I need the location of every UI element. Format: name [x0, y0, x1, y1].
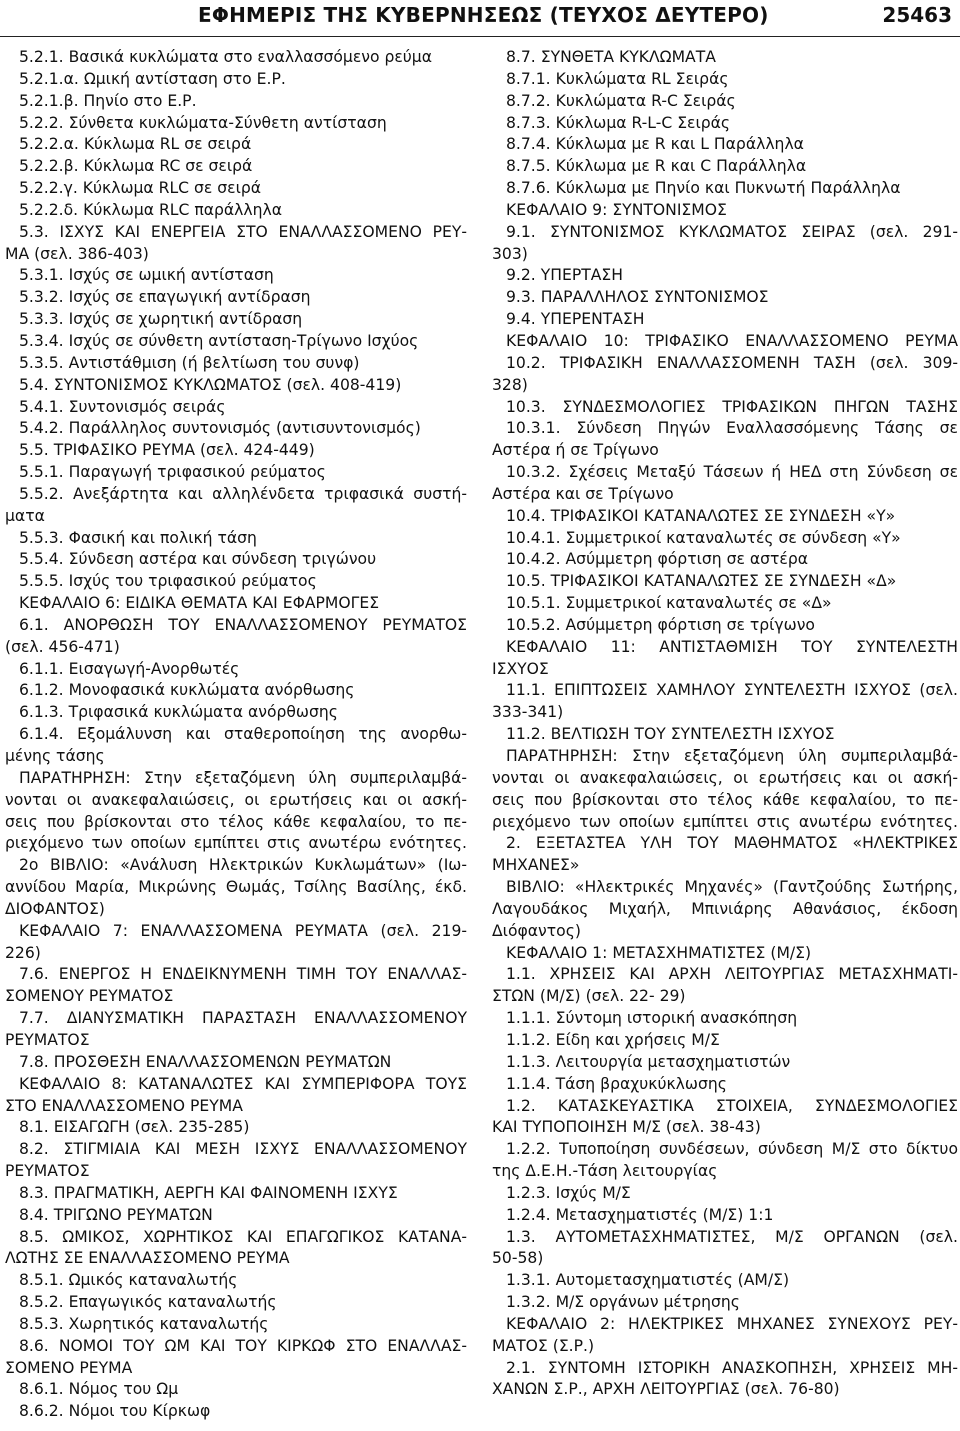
text-line: ΚΕΦΑΛΑΙΟ 1: ΜΕΤΑΣΧΗΜΑΤΙΣΤΕΣ (Μ/Σ) — [506, 943, 812, 962]
text-line: ΣΟΜΕΝΟ ΡΕΥΜΑ — [5, 1358, 133, 1377]
page-header — [0, 0, 960, 37]
text-line: 1.2.3. Ισχύς Μ/Σ — [506, 1183, 631, 1202]
text-line: 10.4.2. Ασύμμετρη φόρτιση σε αστέρα — [506, 550, 809, 569]
text-line: 5.3. ΙΣΧΥΣ ΚΑΙ ΕΝΕΡΓΕΙΑ ΣΤΟ ΕΝΑΛΛΑΣΣΟΜΕΝΟ ΡΕΥ- — [19, 222, 467, 241]
text-line: ΜΗΧΑΝΕΣ» — [492, 856, 580, 875]
text-line: 5.2.1.α. Ωμική αντίσταση στο Ε.Ρ. — [19, 69, 286, 88]
text-line: ΚΕΦΑΛΑΙΟ 7: ΕΝΑΛΛΑΣΣΟΜΕΝΑ ΡΕΥΜΑΤΑ (σελ. 219- — [19, 921, 467, 940]
text-line: 9.4. ΥΠΕΡΕΝΤΑΣΗ — [506, 310, 645, 329]
text-line: ματα — [5, 506, 45, 525]
left-column — [5, 47, 467, 1423]
text-line: 8.7.5. Κύκλωμα με R και C Παράλληλα — [506, 157, 807, 176]
text-line: Λαγουδάκος Μιχαήλ, Μπινιάρης Αθανάσιος, έκδοση — [492, 899, 958, 918]
text-line: 5.2.1.β. Πηνίο στο Ε.Ρ. — [19, 91, 197, 110]
text-line: 333-341) — [492, 703, 564, 722]
text-line: 5.2.2.γ. Κύκλωμα RLC σε σειρά — [19, 179, 262, 198]
text-line: 8.5. ΩΜΙΚΟΣ, ΧΩΡΗΤΙΚΟΣ ΚΑΙ ΕΠΑΓΩΓΙΚΟΣ ΚΑΤΑΝΑ- — [19, 1227, 467, 1246]
text-line: ΚΑΙ ΤΥΠΟΠΟΙΗΣΗ Μ/Σ (σελ. 38-43) — [492, 1118, 761, 1137]
text-line: ΚΕΦΑΛΑΙΟ 2: ΗΛΕΚΤΡΙΚΕΣ ΜΗΧΑΝΕΣ ΣΥΝΕΧΟΥΣ ΡΕΥ- — [506, 1314, 958, 1333]
text-line: 303) — [492, 244, 528, 263]
text-line: μένης τάσης — [5, 747, 105, 765]
text-line: 10.5.2. Ασύμμετρη φόρτιση σε τρίγωνο — [506, 615, 815, 634]
text-line: 8.4. ΤΡΙΓΩΝΟ ΡΕΥΜΑΤΩΝ — [19, 1205, 213, 1224]
text-line: 5.3.2. Ισχύς σε επαγωγική αντίδραση — [19, 288, 311, 307]
text-line: 328) — [492, 375, 528, 394]
text-line: αννίδου Μαρία, Μικρώνης Θωμάς, Τσίλης Βασίλης, έκδ. — [5, 878, 467, 897]
text-line: 7.8. ΠΡΟΣΘΕΣΗ ΕΝΑΛΛΑΣΣΟΜΕΝΩΝ ΡΕΥΜΑΤΩΝ — [19, 1052, 392, 1071]
text-line: 8.7. ΣΥΝΘΕΤΑ ΚΥΚΛΩΜΑΤΑ — [506, 48, 716, 66]
text-line: νονται οι ανακεφαλαιώσεις, οι ερωτήσεις και οι ασκή- — [5, 790, 467, 809]
text-line: 5.4.1. Συντονισμός σειράς — [19, 397, 226, 416]
text-line: 9.3. ΠΑΡΑΛΛΗΛΟΣ ΣΥΝΤΟΝΙΣΜΟΣ — [506, 288, 769, 307]
text-line: 8.1. ΕΙΣΑΓΩΓΗ (σελ. 235-285) — [19, 1118, 250, 1137]
text-line: 1.1.1. Σύντομη ιστορική ανασκόπηση — [506, 1009, 798, 1028]
text-line: ΣΟΜΕΝΟΥ ΡΕΥΜΑΤΟΣ — [5, 987, 174, 1006]
text-line: 226) — [5, 943, 41, 962]
text-line: 8.7.4. Κύκλωμα με R και L Παράλληλα — [506, 135, 804, 154]
text-line: 5.2.2.δ. Κύκλωμα RLC παράλληλα — [19, 200, 283, 219]
text-line: 5.2.2. Σύνθετα κυκλώματα-Σύνθετη αντίσταση — [19, 113, 387, 132]
text-line: 5.5.4. Σύνδεση αστέρα και σύνδεση τριγώνου — [19, 550, 377, 569]
text-line: 8.5.2. Επαγωγικός καταναλωτής — [19, 1293, 277, 1312]
text-line: ΠΑΡΑΤΗΡΗΣΗ: Στην εξεταζόμενη ύλη συμπεριλαμβά- — [506, 747, 958, 765]
text-line: 9.1. ΣΥΝΤΟΝΙΣΜΟΣ ΚΥΚΛΩΜΑΤΟΣ ΣΕΙΡΑΣ (σελ. 291- — [506, 222, 958, 241]
text-line: 1.1.3. Λειτουργία μετασχηματιστών — [506, 1052, 791, 1071]
text-line: 5.4. ΣΥΝΤΟΝΙΣΜΟΣ ΚΥΚΛΩΜΑΤΟΣ (σελ. 408-419) — [19, 375, 402, 394]
text-line: 10.3. ΣΥΝΔΕΣΜΟΛΟΓΙΕΣ ΤΡΙΦΑΣΙΚΩΝ ΠΗΓΩΝ ΤΑΣΗΣ — [506, 397, 958, 416]
text-line: 8.6. ΝΟΜΟΙ ΤΟΥ ΩΜ ΚΑΙ ΤΟΥ ΚΙΡΚΩΦ ΣΤΟ ΕΝΑΛΛΑΣ- — [19, 1336, 467, 1355]
text-line: 6.1.2. Μονοφασικά κυκλώματα ανόρθωσης — [19, 681, 355, 700]
text-line: 7.7. ΔΙΑΝΥΣΜΑΤΙΚΗ ΠΑΡΑΣΤΑΣΗ ΕΝΑΛΛΑΣΣΟΜΕΝΟΥ — [19, 1009, 467, 1028]
right-column — [492, 47, 958, 1401]
page-number: 25463 — [882, 3, 952, 27]
text-line: 5.3.3. Ισχύς σε χωρητική αντίδραση — [19, 310, 303, 329]
text-line: ΚΕΦΑΛΑΙΟ 8: ΚΑΤΑΝΑΛΩΤΕΣ ΚΑΙ ΣΥΜΠΕΡΙΦΟΡΑ ΤΟΥΣ — [19, 1074, 467, 1093]
text-line: ΛΩΤΗΣ ΣΕ ΕΝΑΛΛΑΣΣΟΜΕΝΟ ΡΕΥΜΑ — [5, 1249, 290, 1268]
gazette-title: ΕΦΗΜΕΡΙΣ ΤΗΣ ΚΥΒΕΡΝΗΣΕΩΣ (ΤΕΥΧΟΣ ΔΕΥΤΕΡΟ) — [198, 3, 769, 27]
text-line: 1.3. ΑΥΤΟΜΕΤΑΣΧΗΜΑΤΙΣΤΕΣ, Μ/Σ ΟΡΓΑΝΩΝ (σελ. — [506, 1227, 958, 1246]
text-line: 10.3.1. Σύνδεση Πηγών Εναλλασσόμενης Τάσης σε — [506, 419, 958, 438]
text-line: ΡΕΥΜΑΤΟΣ — [5, 1162, 90, 1181]
text-line: 11.2. ΒΕΛΤΙΩΣΗ ΤΟΥ ΣΥΝΤΕΛΕΣΤΗ ΙΣΧΥΟΣ — [506, 725, 835, 744]
text-line: ΙΣΧΥΟΣ — [492, 659, 549, 678]
text-line: της Δ.Ε.Η.-Τάση λειτουργίας — [492, 1162, 718, 1181]
text-line: ΚΕΦΑΛΑΙΟ 11: ΑΝΤΙΣΤΑΘΜΙΣΗ ΤΟΥ ΣΥΝΤΕΛΕΣΤΗ — [506, 637, 958, 656]
text-line: 8.7.1. Κυκλώματα RL Σειράς — [506, 69, 729, 88]
text-line: 10.2. ΤΡΙΦΑΣΙΚΗ ΕΝΑΛΛΑΣΣΟΜΕΝΗ ΤΑΣΗ (σελ. 309- — [506, 353, 958, 372]
text-line: 1.2.4. Μετασχηματιστές (Μ/Σ) 1:1 — [506, 1205, 774, 1224]
text-line: ΔΙΟΦΑΝΤΟΣ) — [5, 899, 105, 918]
text-line: 1.3.1. Αυτομετασχηματιστές (ΑΜ/Σ) — [506, 1271, 790, 1290]
text-line: 5.3.5. Αντιστάθμιση (ή βελτίωση του συνφ) — [19, 353, 360, 372]
text-line: 10.5. ΤΡΙΦΑΣΙΚΟΙ ΚΑΤΑΝΑΛΩΤΕΣ ΣΕ ΣΥΝΔΕΣΗ «Δ» — [506, 572, 897, 591]
text-line: 1.1.2. Είδη και χρήσεις Μ/Σ — [506, 1030, 720, 1049]
text-line: 5.4.2. Παράλληλος συντονισμός (αντισυντονισμός) — [19, 419, 421, 438]
text-line: ριεχόμενο των οποίων εμπίπτει στις ανωτέρω ενότητες. — [5, 834, 467, 853]
text-line: 10.4. ΤΡΙΦΑΣΙΚΟΙ ΚΑΤΑΝΑΛΩΤΕΣ ΣΕ ΣΥΝΔΕΣΗ «Υ» — [506, 506, 896, 525]
text-line: ΜΑ (σελ. 386-403) — [5, 244, 149, 263]
text-line: Αστέρα και σε Τρίγωνο — [492, 484, 674, 503]
text-line: 1.1. ΧΡΗΣΕΙΣ ΚΑΙ ΑΡΧΗ ΛΕΙΤΟΥΡΓΙΑΣ ΜΕΤΑΣΧΗΜΑΤΙ- — [506, 965, 958, 984]
text-line: 5.5.3. Φασική και πολική τάση — [19, 528, 257, 547]
text-line: 8.2. ΣΤΙΓΜΙΑΙΑ ΚΑΙ ΜΕΣΗ ΙΣΧΥΣ ΕΝΑΛΛΑΣΣΟΜΕΝΟΥ — [19, 1140, 467, 1159]
text-line: 8.7.6. Κύκλωμα με Πηνίο και Πυκνωτή Παράλληλα — [506, 179, 901, 198]
text-line: σεις που βρίσκονται στο τέλος κάθε κεφαλαίου, το πε- — [492, 790, 958, 809]
text-line: 8.6.1. Νόμος του Ωμ — [19, 1380, 179, 1399]
text-line: 8.6.2. Νόμοι του Κίρκωφ — [19, 1402, 211, 1421]
text-line: Διόφαντος) — [492, 921, 581, 940]
text-line: 5.2.2.β. Κύκλωμα RC σε σειρά — [19, 157, 253, 176]
text-line: ΚΕΦΑΛΑΙΟ 9: ΣΥΝΤΟΝΙΣΜΟΣ — [506, 200, 727, 219]
text-line: 1.1.4. Τάση βραχυκύκλωσης — [506, 1074, 727, 1093]
text-line: 1.3.2. Μ/Σ οργάνων μέτρησης — [506, 1293, 740, 1312]
text-line: σεις που βρίσκονται στο τέλος κάθε κεφαλαίου, το πε- — [5, 812, 467, 831]
text-line: ΣΤΩΝ (Μ/Σ) (σελ. 22- 29) — [492, 987, 686, 1006]
text-line: 5.2.2.α. Κύκλωμα RL σε σειρά — [19, 135, 252, 154]
text-line: 5.5. ΤΡΙΦΑΣΙΚΟ ΡΕΥΜΑ (σελ. 424-449) — [19, 441, 315, 460]
text-line: 2ο ΒΙΒΛΙΟ: «Ανάλυση Ηλεκτρικών Κυκλωμάτων» (Ιω- — [19, 856, 467, 875]
text-line: νονται οι ανακεφαλαιώσεις, οι ερωτήσεις και οι ασκή- — [492, 768, 958, 787]
text-line: 5.3.4. Ισχύς σε σύνθετη αντίσταση-Τρίγωνο Ισχύος — [19, 331, 419, 350]
text-line: 8.3. ΠΡΑΓΜΑΤΙΚΗ, ΑΕΡΓΗ ΚΑΙ ΦΑΙΝΟΜΕΝΗ ΙΣΧΥΣ — [19, 1183, 398, 1202]
text-line: ΣΤΟ ΕΝΑΛΛΑΣΣΟΜΕΝΟ ΡΕΥΜΑ — [5, 1096, 243, 1115]
text-line: 7.6. ΕΝΕΡΓΟΣ Η ΕΝΔΕΙΚΝΥΜΕΝΗ ΤΙΜΗ ΤΟΥ ΕΝΑΛΛΑΣ- — [19, 965, 467, 984]
text-line: ΠΑΡΑΤΗΡΗΣΗ: Στην εξεταζόμενη ύλη συμπεριλαμβά- — [19, 768, 467, 787]
text-line: 2. ΕΞΕΤΑΣΤΕΑ ΥΛΗ ΤΟΥ ΜΑΘΗΜΑΤΟΣ «ΗΛΕΚΤΡΙΚΕΣ — [506, 834, 958, 853]
text-line: 5.2.1. Βασικά κυκλώματα στο εναλλασσόμενο ρεύμα — [19, 48, 433, 66]
text-line: 5.3.1. Ισχύς σε ωμική αντίσταση — [19, 266, 274, 285]
text-line: ΡΕΥΜΑΤΟΣ — [5, 1030, 90, 1049]
text-line: 5.5.1. Παραγωγή τριφασικού ρεύματος — [19, 463, 326, 482]
text-line: Αστέρα ή σε Τρίγωνο — [492, 441, 659, 460]
text-line: 5.5.5. Ισχύς του τριφασικού ρεύματος — [19, 572, 317, 591]
text-line: ριεχόμενο των οποίων εμπίπτει στις ανωτέρω ενότητες. — [492, 812, 958, 831]
text-line: 8.7.3. Κύκλωμα R-L-C Σειράς — [506, 113, 731, 132]
text-line: 10.4.1. Συμμετρικοί καταναλωτές σε σύνδεση «Υ» — [506, 528, 901, 547]
text-line: 11.1. ΕΠΙΠΤΩΣΕΙΣ ΧΑΜΗΛΟΥ ΣΥΝΤΕΛΕΣΤΗ ΙΣΧΥΟΣ (σελ. — [506, 681, 958, 700]
text-line: 8.5.1. Ωμικός καταναλωτής — [19, 1271, 238, 1290]
text-line: ΜΑΤΟΣ (Σ.Ρ.) — [492, 1336, 595, 1355]
text-line: ΧΑΝΩΝ Σ.Ρ., ΑΡΧΗ ΛΕΙΤΟΥΡΓΙΑΣ (σελ. 76-80) — [492, 1380, 840, 1399]
text-line: ΚΕΦΑΛΑΙΟ 10: ΤΡΙΦΑΣΙΚΟ ΕΝΑΛΛΑΣΣΟΜΕΝΟ ΡΕΥΜΑ — [506, 331, 958, 350]
text-line: 2.1. ΣΥΝΤΟΜΗ ΙΣΤΟΡΙΚΗ ΑΝΑΣΚΟΠΗΣΗ, ΧΡΗΣΕΙΣ ΜΗ- — [506, 1358, 958, 1377]
text-line: 50-58) — [492, 1249, 544, 1268]
text-line: 5.5.2. Ανεξάρτητα και αλληλένδετα τριφασικά συστή- — [19, 484, 467, 503]
text-line: 6.1.1. Εισαγωγή-Ανορθωτές — [19, 659, 240, 678]
text-line: 6.1. ΑΝΟΡΘΩΣΗ ΤΟΥ ΕΝΑΛΛΑΣΣΟΜΕΝΟΥ ΡΕΥΜΑΤΟΣ — [19, 615, 467, 634]
text-line: 1.2. ΚΑΤΑΣΚΕΥΑΣΤΙΚΑ ΣΤΟΙΧΕΙΑ, ΣΥΝΔΕΣΜΟΛΟΓΙΕΣ — [506, 1096, 958, 1115]
text-line: 8.5.3. Χωρητικός καταναλωτής — [19, 1314, 269, 1333]
text-line: 6.1.4. Εξομάλυνση και σταθεροποίηση της ανορθω- — [19, 725, 467, 744]
text-line: 10.5.1. Συμμετρικοί καταναλωτές σε «Δ» — [506, 594, 832, 613]
text-line: 9.2. ΥΠΕΡΤΑΣΗ — [506, 266, 623, 285]
text-line: 6.1.3. Τριφασικά κυκλώματα ανόρθωσης — [19, 703, 338, 722]
text-line: (σελ. 456-471) — [5, 637, 120, 656]
text-line: 10.3.2. Σχέσεις Μεταξύ Τάσεων ή ΗΕΔ στη Σύνδεση σε — [506, 463, 958, 482]
text-line: ΒΙΒΛΙΟ: «Ηλεκτρικές Μηχανές» (Γαντζούδης Σωτήρης, — [506, 878, 958, 897]
text-line: 1.2.2. Τυποποίηση συνδέσεων, σύνδεση Μ/Σ στο δίκτυο — [506, 1140, 958, 1159]
text-line: ΚΕΦΑΛΑΙΟ 6: ΕΙΔΙΚΑ ΘΕΜΑΤΑ ΚΑΙ ΕΦΑΡΜΟΓΕΣ — [19, 594, 380, 613]
text-line: 8.7.2. Κυκλώματα R-C Σειράς — [506, 91, 736, 110]
